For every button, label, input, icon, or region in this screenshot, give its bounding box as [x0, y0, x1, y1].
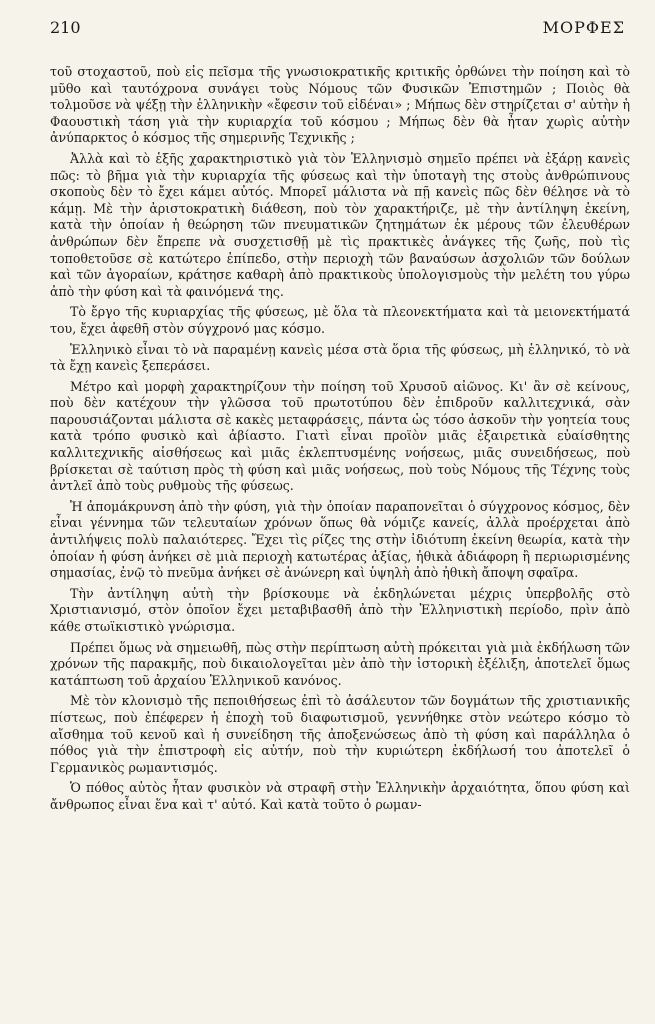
- paragraph: Μέτρο καὶ μορφὴ χαρακτηρίζουν τὴν ποίηση τοῦ Χρυσοῦ αἰῶνος. Κι' ἂν σὲ κείνους, ποὺ δὲν κατέχουν τὴν γλῶσσα τοῦ πρωτοτύπου δὲν ἐπιδροῦν καλλιτεχνικά, σὰν παρουσιάζονται μάλιστα σὲ κακὲς μεταφράσεις, πάντα ὡς τόσο ἀσκοῦν τὴν γοητεία τους κατὰ τρόπο φυσικὸ καὶ ἀβίαστο. Γιατὶ εἶναι προϊὸν μιᾶς ἐξαιρετικὰ εὐαίσθητης καλλιτεχνικῆς αἰσθήσεως καὶ μιᾶς ἐκλεπτυσμένης νοήσεως, μιᾶς συνειδήσεως, ποὺ βρίσκεται σὲ ταύτιση πρὸς τὴ φύση καὶ μιᾶς νοήσεως, ποὺ τοὺς Νόμους τῆς Τέχνης τοὺς ἀντλεῖ ἀπὸ τοὺς ρυθμοὺς τῆς φύσεως.: [50, 378, 630, 494]
- paragraph: Μὲ τὸν κλονισμὸ τῆς πεποιθήσεως ἐπὶ τὸ ἀσάλευτον τῶν δογμάτων τῆς χριστιανικῆς πίστεως, ποὺ ἐπέφερεν ἡ ἐποχὴ τοῦ διαφωτισμοῦ, γεννήθηκε στὸν νεώτερο κόσμο τὸ αἴσθημα τοῦ κενοῦ καὶ ἡ συνείδηση τῆς ἀποξενώσεως ἀπὸ τὴ φύση καὶ παράλληλα ὁ πόθος γιὰ τὴν ἐπιστροφὴ εἰς αὐτήν, ποὺ τὴν κυριώτερη ἐκδήλωσή του ἀποτελεῖ ὁ Γερμανικὸς ρωμαντισμός.: [50, 693, 630, 775]
- paragraph: Ἡ ἀπομάκρυνση ἀπὸ τὴν φύση, γιὰ τὴν ὁποίαν παραπονεῖται ὁ σύγχρονος κόσμος, δὲν εἶναι γέννημα τῶν τελευταίων χρόνων ὅπως θὰ νόμιζε κανείς, ἀλλὰ προέρχεται ἀπὸ ἀντιλήψεις πολὺ παλαιότερες. Ἔχει τὶς ρίζες της στὴν ἰδιότυπη ἐκείνη θεωρία, κατὰ τὴν ὁποίαν ἡ φύση ἀνήκει σὲ μιὰ περιοχὴ κατωτέρας ἀξίας, ἠθικὰ ἀδιάφορη ἢ περιωρισμένης σημασίας, ἐνῷ τὸ πνεῦμα ἀνήκει σὲ ἀνώνερη καὶ ὑψηλὴ ἀπὸ ἠθικὴ ἄποψη σφαῖρα.: [50, 498, 630, 581]
- paragraph: Τὴν ἀντίληψη αὐτὴ τὴν βρίσκουμε νὰ ἐκδηλώνεται μέχρις ὑπερβολῆς στὸ Χριστιανισμό, στὸν ὁποῖον ἔχει μεταβιβασθῆ ἀπὸ τὴν Ἑλληνιστικὴ περίοδο, πρὶν ἀπὸ κάθε στωϊκιστικὸ γνώρισμα.: [50, 585, 630, 634]
- paragraph: Ἑλληνικὸ εἶναι τὸ νὰ παραμένῃ κανεὶς μέσα στὰ ὅρια τῆς φύσεως, μὴ ἑλληνικό, τὸ νὰ τὰ ἔχῃ κανεὶς ξεπεράσει.: [50, 341, 630, 374]
- paragraph: Πρέπει ὅμως νὰ σημειωθῆ, πὼς στὴν περίπτωση αὐτὴ πρόκειται γιὰ μιὰ ἐκδήλωση τῶν χρόνων τῆς παρακμῆς, ποὺ δικαιολογεῖται μὲν ἀπὸ τὴν ἱστορικὴ ἐξέλιξη, ἀποτελεῖ ὅμως κατάπτωση τοῦ ἀρχαίου Ἑλληνικοῦ κανόνος.: [50, 639, 630, 688]
- page-header: [50, 18, 625, 40]
- body-text: [50, 64, 630, 818]
- paragraph: τοῦ στοχαστοῦ, ποὺ εἰς πεῖσμα τῆς γνωσιοκρατικῆς κριτικῆς ὀρθώνει τὴν ποίηση καὶ τὸ μῦθο καὶ ταυτόχρονα συνάγει τοὺς Νόμους τῶν Φυσικῶν Ἐπιστημῶν ; Ποιὸς θὰ τολμοῦσε νὰ ψέξῃ τὴν ἑλληνικὴν «ἔφεσιν τοῦ εἰδέναι» ; Μήπως δὲν στηρίζεται σ' αὐτὴν ἡ Φαουστικὴ τάση γιὰ τὴν κυριαρχία τοῦ κόσμου ; Μήπως δὲν θὰ ἦταν χωρὶς αὐτὴν ἀνύπαρκτος ὁ κόσμος τῆς σημερινῆς Τεχνικῆς ;: [50, 64, 630, 146]
- paragraph: Ἀλλὰ καὶ τὸ ἑξῆς χαρακτηριστικὸ γιὰ τὸν Ἑλληνισμὸ σημεῖο πρέπει νὰ ἐξάρῃ κανεὶς πῶς: τὸ βῆμα γιὰ τὴν κυριαρχία τῆς φύσεως καὶ τὴν ὑποταγὴ της στοὺς ἀνθρώπινους σκοποὺς δὲν τὸ ἔχει κάμει αὐτός. Μπορεῖ μάλιστα νὰ πῇ κανεὶς πῶς δὲν θέλησε νὰ τὸ κάμῃ. Μὲ τὴν ἀριστοκρατικὴ διάθεση, ποὺ τὸν χαρακτήριζε, μὲ τὴν ἀντίληψη ἐκείνη, κατὰ τὴν ὁποίαν ἡ θεώρηση τῶν πνευματικῶν ζητημάτων ἐκ μέρους τῶν ἐλευθέρων ἀνθρώπων δὲν ἔπρεπε νὰ συσχετισθῇ μὲ τὶς πρακτικὲς ἀνάγκες τῆς ζωῆς, ποὺ τὶς τοποθετοῦσε σὲ κατώτερο ἐπίπεδο, στὴν περιοχὴ τῶν βαναύσων ἀσχολιῶν τῶν δούλων καὶ τῶν ἀγοραίων, κράτησε καθαρὴ ἀπὸ πρακτικοὺς ὑπολογισμοὺς τὴν μελέτη του γύρω ἀπὸ τὴν φύση καὶ τὰ φαινόμενά της.: [50, 150, 630, 299]
- paragraph: Ὁ πόθος αὐτὸς ἦταν φυσικὸν νὰ στραφῆ στὴν Ἑλληνικὴν ἀρχαιότητα, ὅπου φύση καὶ ἄνθρωπος εἶναι ἕνα καὶ τ' αὐτό. Καὶ κατὰ τοῦτο ὁ ρωμαν-: [50, 780, 630, 812]
- page-number: 210: [50, 18, 81, 37]
- paragraph: Τὸ ἔργο τῆς κυριαρχίας τῆς φύσεως, μὲ ὅλα τὰ πλεονεκτήματα καὶ τὰ μειονεκτήματά του, ἔχει ἀφεθῆ στὸν σύγχρονό μας κόσμο.: [50, 304, 630, 336]
- running-title: ΜΟΡΦΕΣ: [542, 18, 625, 37]
